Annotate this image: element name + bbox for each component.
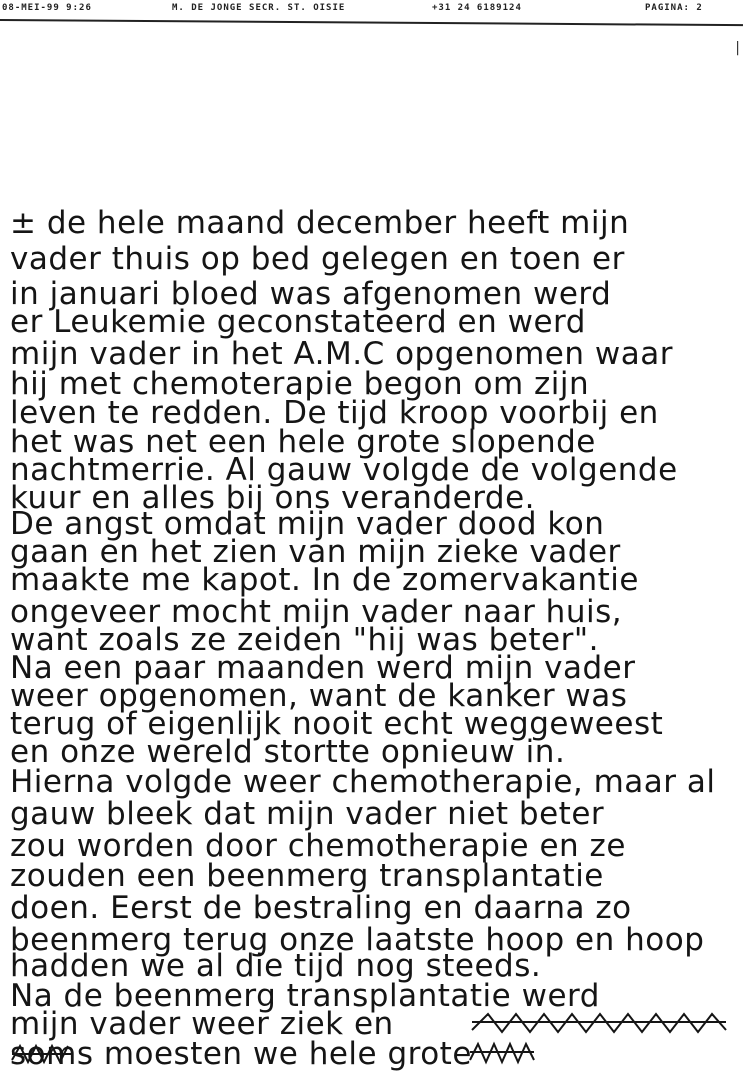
letter-line: ongeveer mocht mijn vader naar huis, [10,594,623,630]
letter-line: er Leukemie geconstateerd en werd [10,304,586,340]
letter-line: vader thuis op bed gelegen en toen er [10,241,625,277]
letter-line: ± de hele maand december heeft mijn [10,205,630,241]
letter-line: De angst omdat mijn vader dood kon [10,506,605,542]
letter-line: terug of eigenlijk nooit echt weggeweest [10,706,664,742]
letter-line: soms moesten we hele grote [10,1036,472,1072]
letter-line: Hierna volgde weer chemotherapie, maar al [10,764,716,800]
letter-line: gauw bleek dat mijn vader niet beter [10,796,605,832]
letter-line: Na een paar maanden werd mijn vader [10,650,636,686]
letter-line: in januari bloed was afgenomen werd [10,276,612,312]
letter-line: het was net een hele grote slopende [10,424,596,460]
letter-line: nachtmerrie. Al gauw volgde de volgende [10,452,678,488]
crossed-out-scribble [10,1042,74,1066]
letter-line: maakte me kapot. In de zomervakantie [10,562,639,598]
letter-line: gaan en het zien van mijn zieke vader [10,534,621,570]
letter-line: mijn vader in het A.M.C opgenomen waar [10,336,673,372]
letter-line: hij met chemoterapie begon om zijn [10,366,590,402]
letter-line: en onze wereld stortte opnieuw in. [10,734,566,770]
letter-line: kuur en alles bij ons veranderde. [10,480,536,516]
crossed-out-scribble [468,1008,730,1038]
edge-mark: | [735,40,740,56]
fax-sender: M. DE JONGE SECR. ST. OISIE [172,3,346,13]
fax-page-label: PAGINA: 2 [645,3,703,13]
letter-line: beenmerg terug onze laatste hoop en hoop [10,922,705,958]
letter-line: zouden een beenmerg transplantatie [10,858,604,894]
letter-line: weer opgenomen, want de kanker was [10,678,628,714]
letter-line: want zoals ze zeiden "hij was beter". [10,622,599,658]
letter-line: doen. Eerst de bestraling en daarna zo [10,890,632,926]
letter-line: leven te redden. De tijd kroop voorbij en [10,395,659,431]
crossed-out-scribble [468,1040,536,1066]
fax-number: +31 24 6189124 [432,3,522,13]
letter-line: zou worden door chemotherapie en ze [10,828,626,864]
letter-line: mijn vader weer ziek en [10,1006,394,1042]
letter-line: hadden we al die tijd nog steeds. [10,948,542,984]
fax-date-time: 08-MEI-99 9:26 [2,3,92,13]
letter-line: Na de beenmerg transplantatie werd [10,978,600,1014]
